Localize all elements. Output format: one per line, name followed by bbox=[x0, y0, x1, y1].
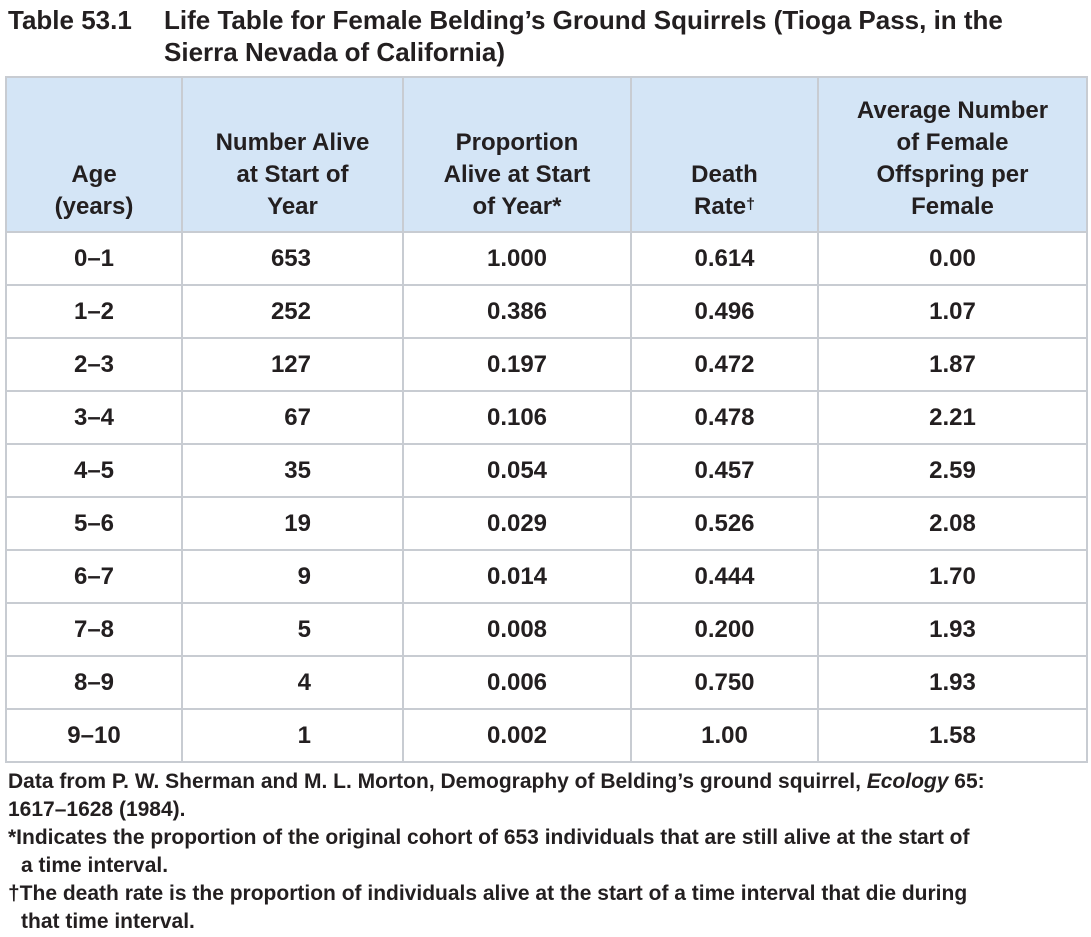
table-title bbox=[8, 4, 1083, 68]
journal-name: Ecology bbox=[866, 770, 949, 793]
column-header-death-rate: Death Rate† bbox=[631, 77, 818, 232]
table-row bbox=[6, 338, 1087, 391]
table-row bbox=[6, 709, 1087, 762]
cell-proportion-alive: 0.029 bbox=[403, 497, 631, 550]
table-row bbox=[6, 550, 1087, 603]
cell-average-offspring: 2.59 bbox=[818, 444, 1087, 497]
source-note: Data from P. W. Sherman and M. L. Morton, Demography of Belding’s ground squirrel, Ecology 65: bbox=[8, 770, 985, 793]
cell-number-alive: 5 bbox=[182, 603, 403, 656]
column-header-number-alive: Number Alive at Start of Year bbox=[182, 77, 403, 232]
cell-death-rate: 0.457 bbox=[631, 444, 818, 497]
cell-number-alive: 35 bbox=[182, 444, 403, 497]
cell-number-alive: 252 bbox=[182, 285, 403, 338]
cell-age: 5–6 bbox=[6, 497, 182, 550]
cell-age: 7–8 bbox=[6, 603, 182, 656]
cell-average-offspring: 2.08 bbox=[818, 497, 1087, 550]
cell-proportion-alive: 1.000 bbox=[403, 232, 631, 285]
header-row bbox=[6, 77, 1087, 232]
cell-age: 0–1 bbox=[6, 232, 182, 285]
cell-average-offspring: 1.93 bbox=[818, 656, 1087, 709]
table-title-line-1: Life Table for Female Belding’s Ground Squirrels (Tioga Pass, in the bbox=[164, 5, 1003, 35]
cell-death-rate: 0.496 bbox=[631, 285, 818, 338]
cell-age: 6–7 bbox=[6, 550, 182, 603]
source-note-pages: 1617–1628 (1984). bbox=[8, 798, 186, 821]
table-row bbox=[6, 391, 1087, 444]
cell-age: 9–10 bbox=[6, 709, 182, 762]
cell-proportion-alive: 0.008 bbox=[403, 603, 631, 656]
cell-death-rate: 0.750 bbox=[631, 656, 818, 709]
table-row bbox=[6, 444, 1087, 497]
column-header-proportion-alive: Proportion Alive at Start of Year* bbox=[403, 77, 631, 232]
cell-number-alive: 19 bbox=[182, 497, 403, 550]
asterisk-note: *Indicates the proportion of the original cohort of 653 individuals that are still alive at the start of bbox=[8, 826, 970, 849]
cell-proportion-alive: 0.197 bbox=[403, 338, 631, 391]
table-row bbox=[6, 285, 1087, 338]
cell-number-alive: 653 bbox=[182, 232, 403, 285]
cell-proportion-alive: 0.386 bbox=[403, 285, 631, 338]
cell-number-alive: 4 bbox=[182, 656, 403, 709]
cell-number-alive: 9 bbox=[182, 550, 403, 603]
cell-proportion-alive: 0.006 bbox=[403, 656, 631, 709]
cell-number-alive: 67 bbox=[182, 391, 403, 444]
cell-number-alive: 127 bbox=[182, 338, 403, 391]
dagger-note-continued: that time interval. bbox=[21, 910, 195, 933]
cell-average-offspring: 1.87 bbox=[818, 338, 1087, 391]
cell-death-rate: 0.472 bbox=[631, 338, 818, 391]
cell-average-offspring: 0.00 bbox=[818, 232, 1087, 285]
cell-age: 8–9 bbox=[6, 656, 182, 709]
cell-average-offspring: 1.70 bbox=[818, 550, 1087, 603]
column-header-average-offspring: Average Number of Female Offspring per Female bbox=[818, 77, 1087, 232]
table-row bbox=[6, 232, 1087, 285]
dagger-mark: † bbox=[746, 196, 755, 213]
cell-death-rate: 0.444 bbox=[631, 550, 818, 603]
cell-proportion-alive: 0.106 bbox=[403, 391, 631, 444]
cell-death-rate: 0.614 bbox=[631, 232, 818, 285]
cell-proportion-alive: 0.054 bbox=[403, 444, 631, 497]
cell-average-offspring: 1.07 bbox=[818, 285, 1087, 338]
table-row bbox=[6, 656, 1087, 709]
cell-average-offspring: 1.93 bbox=[818, 603, 1087, 656]
table-title-text bbox=[164, 4, 1083, 68]
cell-age: 1–2 bbox=[6, 285, 182, 338]
cell-death-rate: 0.526 bbox=[631, 497, 818, 550]
cell-death-rate: 1.00 bbox=[631, 709, 818, 762]
cell-age: 3–4 bbox=[6, 391, 182, 444]
cell-average-offspring: 2.21 bbox=[818, 391, 1087, 444]
table-number: Table 53.1 bbox=[8, 5, 132, 35]
cell-death-rate: 0.478 bbox=[631, 391, 818, 444]
column-header-age: Age (years) bbox=[6, 77, 182, 232]
cell-proportion-alive: 0.014 bbox=[403, 550, 631, 603]
table-row bbox=[6, 497, 1087, 550]
cell-number-alive: 1 bbox=[182, 709, 403, 762]
footnotes bbox=[8, 768, 1086, 936]
cell-age: 2–3 bbox=[6, 338, 182, 391]
cell-age: 4–5 bbox=[6, 444, 182, 497]
dagger-note: †The death rate is the proportion of individuals alive at the start of a time interval that die during bbox=[8, 882, 968, 905]
cell-death-rate: 0.200 bbox=[631, 603, 818, 656]
table-title-line-2: Sierra Nevada of California) bbox=[164, 37, 505, 67]
asterisk-note-continued: a time interval. bbox=[21, 854, 169, 877]
cell-average-offspring: 1.58 bbox=[818, 709, 1087, 762]
cell-proportion-alive: 0.002 bbox=[403, 709, 631, 762]
table-row bbox=[6, 603, 1087, 656]
life-table bbox=[5, 76, 1088, 763]
